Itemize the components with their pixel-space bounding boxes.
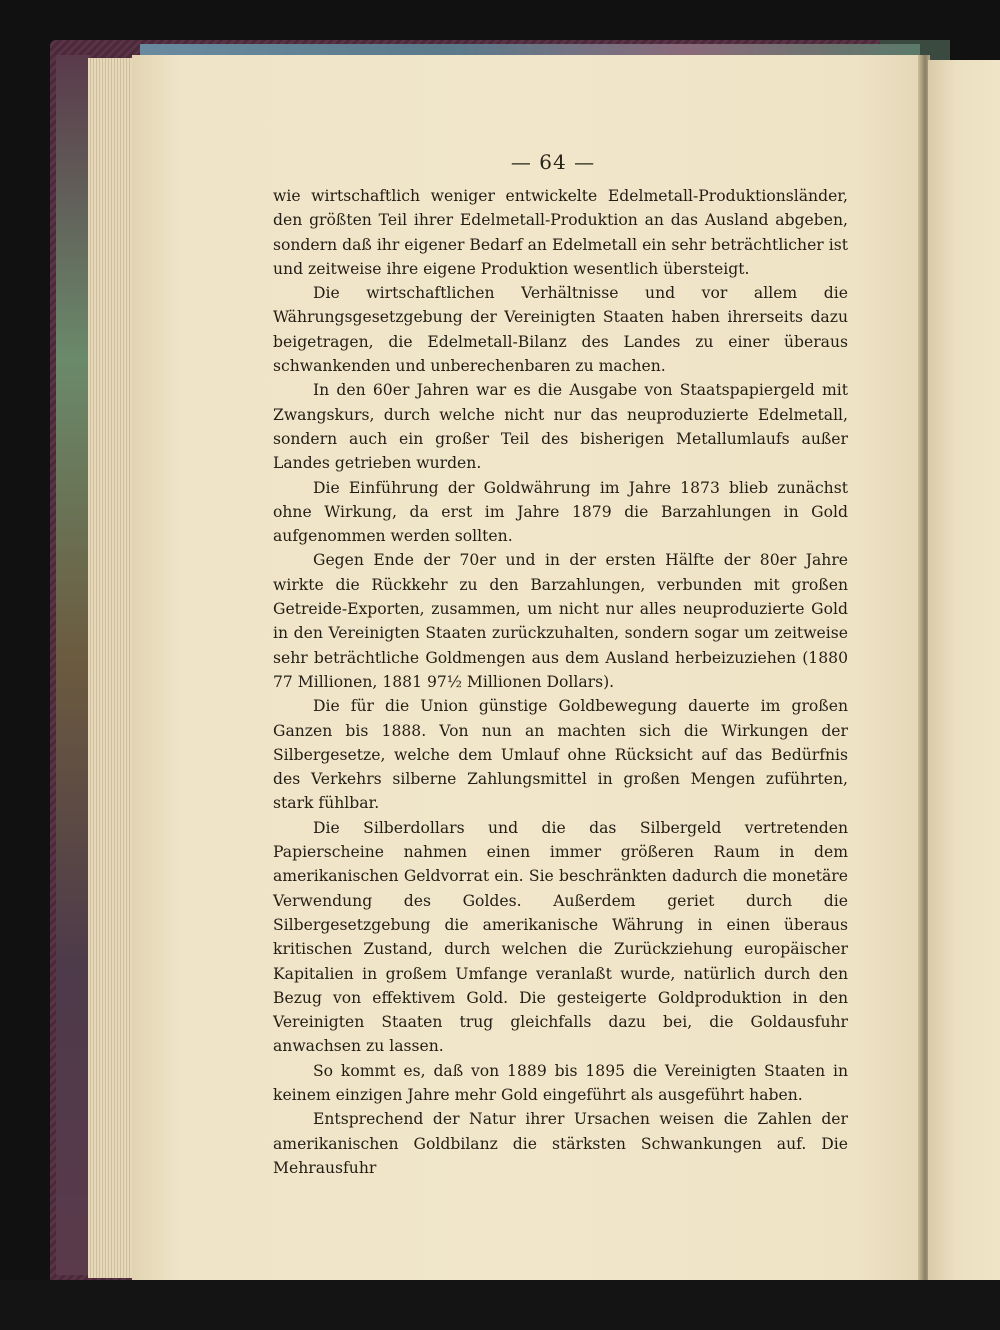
paragraph: Gegen Ende der 70er und in der ersten Hälfte der 80er Jahre wirkte die Rückkehr zu den Barzahlungen, verbunden mit großen Getreide-Exporten, zusammen, um nicht nur alles neuproduzierte Gold in den Vereinigten Staaten zurückzuhalten, sondern sogar um zeitweise sehr beträchtliche Goldmengen aus dem Ausland herbeizuziehen (1880 77 Millionen, 1881 97½ Millionen Dollars). <box>273 551 848 691</box>
book-spine-edge <box>56 55 90 1275</box>
page-stack-edges <box>88 58 138 1278</box>
paragraph: In den 60er Jahren war es die Ausgabe von Staatspapiergeld mit Zwangskurs, durch welche nicht nur das neuproduzierte Edelmetall, sondern auch ein großer Teil des bisherigen Metallumlaufs außer Landes getrieben wurden. <box>273 381 848 473</box>
paragraph: Die Einführung der Goldwährung im Jahre 1873 blieb zunächst ohne Wirkung, da erst im Jahre 1879 die Barzahlungen in Gold aufgenommen werden sollten. <box>273 478 848 546</box>
paragraph: Die Silberdollars und die das Silbergeld vertretenden Papierscheine nahmen einen immer größeren Raum in dem amerikanischen Geldvorrat ein. Sie beschränkten dadurch die monetäre Verwendung des Goldes. Außerdem geriet durch die Silbergesetzgebung die amerikanische Währung in einen überaus kritischen Zustand, durch welchen die Zurückziehung europäischer Kapitalien in großem Umfange veranlaßt wurde, natürlich durch den Bezug von effektivem Gold. Die gesteigerte Goldproduktion in den Vereinigten Staaten trug gleichfalls dazu bei, die Goldausfuhr anwachsen zu lassen. <box>273 818 848 1056</box>
next-page-edge <box>928 60 1000 1280</box>
body-text <box>273 184 848 1180</box>
paragraph: So kommt es, daß von 1889 bis 1895 die Vereinigten Staaten in keinem einzigen Jahre mehr Gold eingeführt als ausgeführt haben. <box>273 1061 848 1104</box>
paragraph: wie wirtschaftlich weniger entwickelte Edelmetall-Produktionsländer, den größten Teil ihrer Edelmetall-Produktion an das Ausland abgeben, sondern daß ihr eigener Bedarf an Edelmetall ein sehr beträchtlicher ist und zeitweise ihre eigene Produktion wesentlich übersteigt. <box>273 187 848 278</box>
page-number: — 64 — <box>510 150 596 174</box>
paragraph: Die für die Union günstige Goldbewegung dauerte im großen Ganzen bis 1888. Von nun an machten sich die Wirkungen der Silbergesetze, welche dem Umlauf ohne Rücksicht auf das Bedürfnis des Verkehrs silberne Zahlungsmittel in großen Mengen zuführten, stark fühlbar. <box>273 697 848 813</box>
paragraph: Die wirtschaftlichen Verhältnisse und vor allem die Währungsgesetzgebung der Vereinigten Staaten haben ihrerseits dazu beigetragen, die Edelmetall-Bilanz des Landes zu einer überaus schwankenden und unberechenbaren zu machen. <box>273 284 848 376</box>
paragraph: Entsprechend der Natur ihrer Ursachen weisen die Zahlen der amerikanischen Goldbilanz die stärksten Schwankungen auf. Die Mehrausfuhr <box>273 1110 848 1177</box>
bottom-shadow <box>0 1280 1000 1330</box>
